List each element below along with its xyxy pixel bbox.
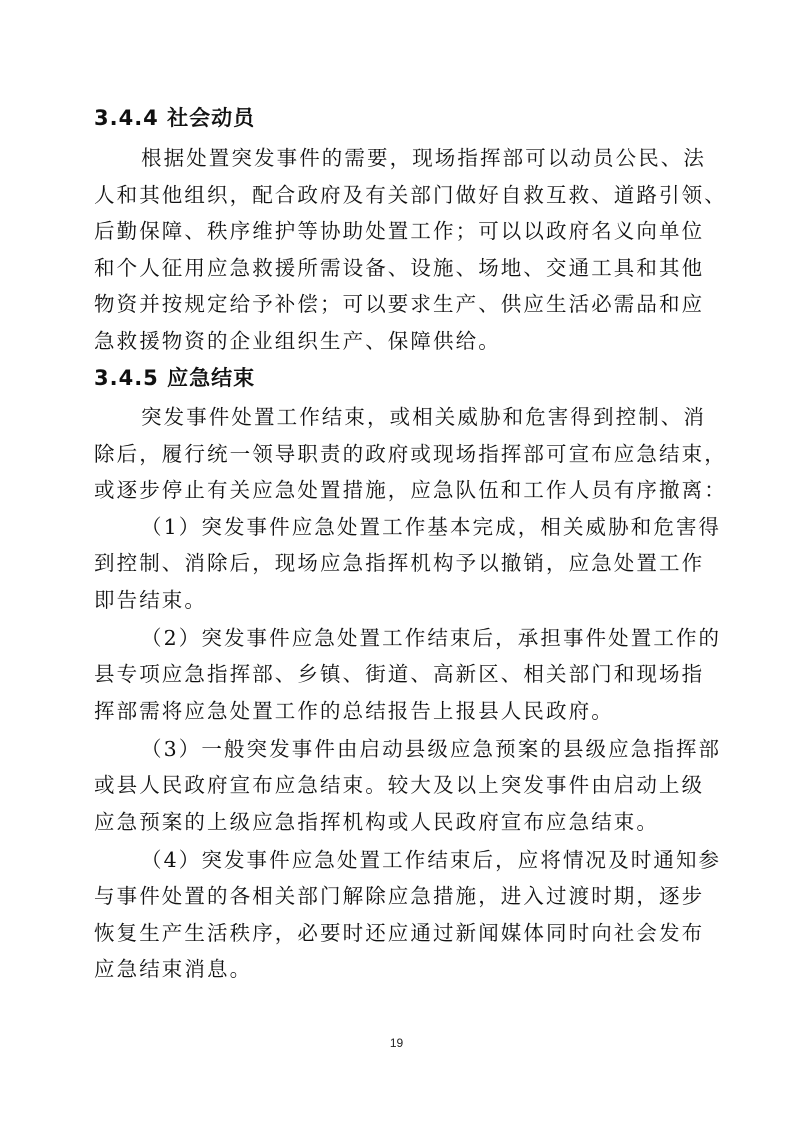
- paragraph-line: 后勤保障、秩序维护等协助处置工作；可以以政府名义向单位: [94, 219, 705, 243]
- list-item-line: （4）突发事件应急处置工作结束后，应将情况及时通知参: [141, 848, 722, 872]
- list-item-line: 到控制、消除后，现场应急指挥机构予以撤销，应急处置工作: [94, 551, 705, 575]
- paragraph-line: 和个人征用应急救援所需设备、设施、场地、交通工具和其他: [94, 256, 705, 280]
- list-item-line: 即告结束。: [94, 588, 207, 612]
- paragraph-line: 物资并按规定给予补偿；可以要求生产、供应生活必需品和应: [94, 292, 705, 316]
- list-item-line: （1）突发事件应急处置工作基本完成，相关威胁和危害得: [141, 515, 722, 539]
- section-heading-3-4-4: 3.4.4 社会动员: [94, 106, 256, 130]
- list-item-line: 与事件处置的各相关部门解除应急措施，进入过渡时期，逐步: [94, 884, 705, 908]
- list-item-line: 挥部需将应急处置工作的总结报告上报县人民政府。: [94, 699, 614, 723]
- list-item-line: 恢复生产生活秩序，必要时还应通过新闻媒体同时向社会发布: [94, 921, 705, 945]
- paragraph-line: 除后，履行统一领导职责的政府或现场指挥部可宣布应急结束，: [94, 442, 727, 466]
- section-heading-3-4-5: 3.4.5 应急结束: [94, 366, 256, 390]
- list-item-line: （3）一般突发事件由启动县级应急预案的县级应急指挥部: [141, 737, 722, 761]
- list-item-line: 或县人民政府宣布应急结束。较大及以上突发事件由启动上级: [94, 773, 705, 797]
- paragraph-line: 或逐步停止有关应急处置措施，应急队伍和工作人员有序撤离：: [94, 478, 727, 502]
- paragraph-line: 根据处置突发事件的需要，现场指挥部可以动员公民、法: [141, 146, 706, 170]
- list-item-line: 应急结束消息。: [94, 957, 253, 981]
- page-number: 19: [389, 1036, 404, 1050]
- paragraph-line: 突发事件处置工作结束，或相关威胁和危害得到控制、消: [141, 405, 706, 429]
- paragraph-line: 急救援物资的企业组织生产、保障供给。: [94, 329, 501, 353]
- list-item-line: 应急预案的上级应急指挥机构或人民政府宣布应急结束。: [94, 810, 659, 834]
- list-item-line: （2）突发事件应急处置工作结束后，承担事件处置工作的: [141, 626, 722, 650]
- paragraph-line: 人和其他组织，配合政府及有关部门做好自救互救、道路引领、: [94, 183, 727, 207]
- list-item-line: 县专项应急指挥部、乡镇、街道、高新区、相关部门和现场指: [94, 662, 705, 686]
